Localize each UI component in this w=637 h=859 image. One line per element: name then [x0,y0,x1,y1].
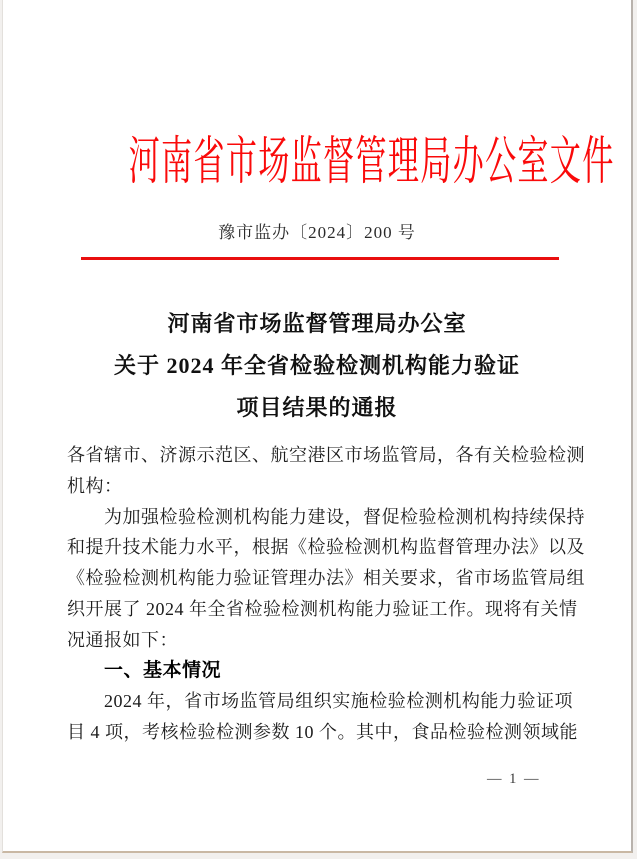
document-title-line-1: 河南省市场监督管理局办公室 [167,311,467,336]
paragraph-line: 《检验检测机构能力验证管理办法》相关要求，省市场监管局组 [67,568,585,589]
document-title [3,303,631,429]
paragraph-line: 织开展了 2024 年全省检验检测机构能力验证工作。现将有关情 [67,598,578,619]
body-text [67,440,585,748]
salutation-line-2: 机构： [67,475,123,496]
section-heading-basic-situation: 一、基本情况 [104,659,222,681]
red-header-title: 河南省市场监督管理局办公室文件 [128,134,615,191]
paragraph-line: 为加强检验检测机构能力建设，督促检验检测机构持续保持 [104,506,585,527]
paragraph-line: 目 4 项，考核检验检测参数 10 个。其中，食品检验检测领域能 [67,722,578,743]
paragraph-line: 况通报如下： [67,629,178,650]
red-divider-line [81,257,559,260]
paragraph-line: 和提升技术能力水平，根据《检验检测机构监督管理办法》以及 [67,537,585,558]
document-number: 豫市监办〔2024〕200 号 [218,223,416,242]
paragraph-line: 2024 年，省市场监管局组织实施检验检测机构能力验证项 [104,691,573,712]
document-title-line-2: 关于 2024 年全省检验检测机构能力验证 [113,353,520,378]
page-number: — 1 — [487,771,541,787]
salutation-line-1: 各省辖市、济源示范区、航空港区市场监管局，各有关检验检测 [67,445,585,465]
document-title-line-3: 项目结果的通报 [236,395,398,420]
document-page [2,0,633,853]
